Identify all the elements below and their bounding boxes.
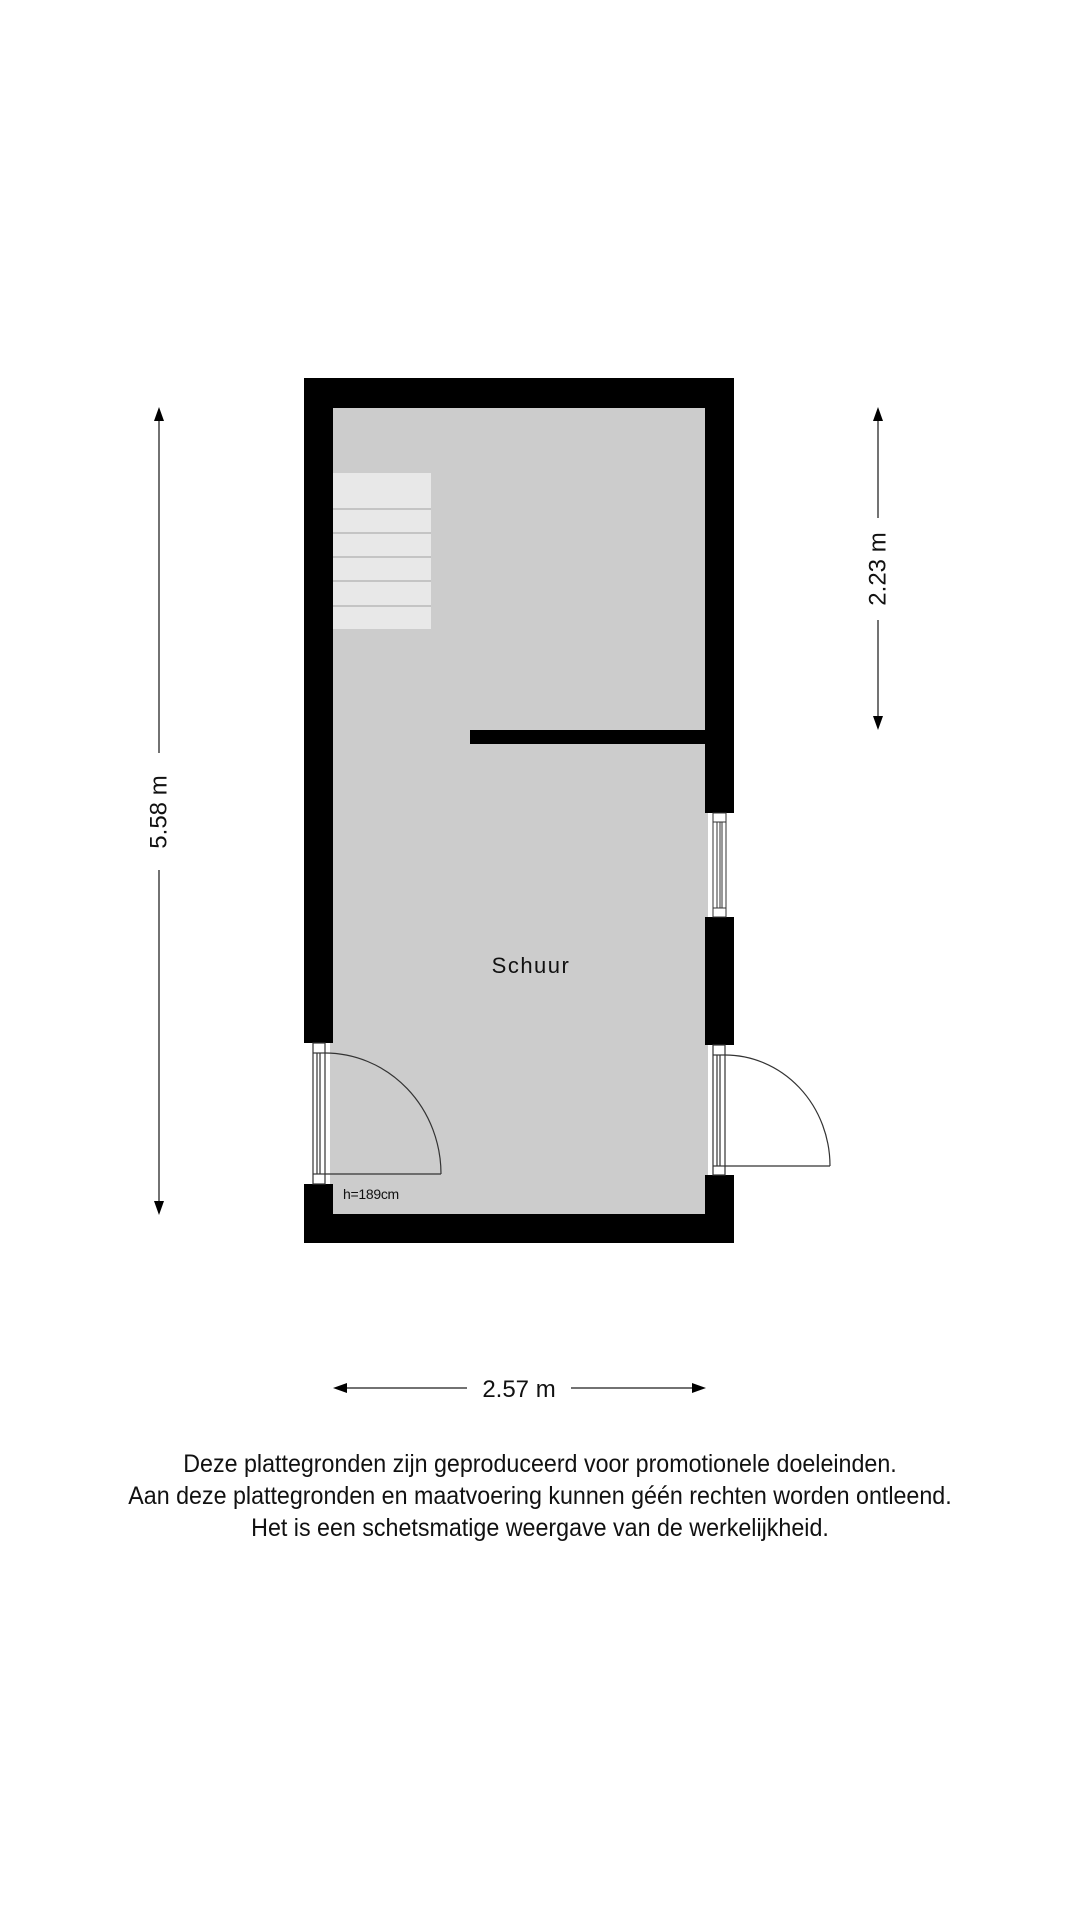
room-label: Schuur [491,953,571,978]
arrow-up-icon [873,407,883,421]
arrow-right-icon [692,1383,706,1393]
dimension-label-partial-height: 2.23 m [864,532,892,606]
arrow-down-icon [154,1201,164,1215]
disclaimer [38,1448,1042,1544]
door-right [713,1045,830,1175]
wall-partition [470,730,710,744]
dimension-label-width: 2.57 m [482,1376,556,1403]
dimension-partial-height [865,407,892,730]
disclaimer-line-1: Deze plattegronden zijn geproduceerd voor promotionele doeleinden. [183,1450,897,1478]
arrow-down-icon [873,716,883,730]
disclaimer-line-3: Het is een schetsmatige weergave van de werkelijkheid. [251,1514,829,1542]
window-right [713,813,726,917]
arrow-left-icon [333,1383,347,1393]
wall-bottom [304,1214,734,1243]
wall-right-middle [705,917,734,1045]
height-note: h=189cm [343,1186,399,1202]
dimension-width [333,1376,706,1403]
wall-left-upper [304,378,333,1043]
stairs [333,473,431,629]
dimension-label-total-height: 5.58 m [145,775,173,849]
arrow-up-icon [154,407,164,421]
wall-right-lower [705,1175,734,1243]
dimension-total-height [146,407,173,1215]
wall-top [304,378,734,408]
disclaimer-line-2: Aan deze plattegronden en maatvoering kunnen géén rechten worden ontleend. [128,1482,952,1510]
wall-right-upper [705,378,734,813]
